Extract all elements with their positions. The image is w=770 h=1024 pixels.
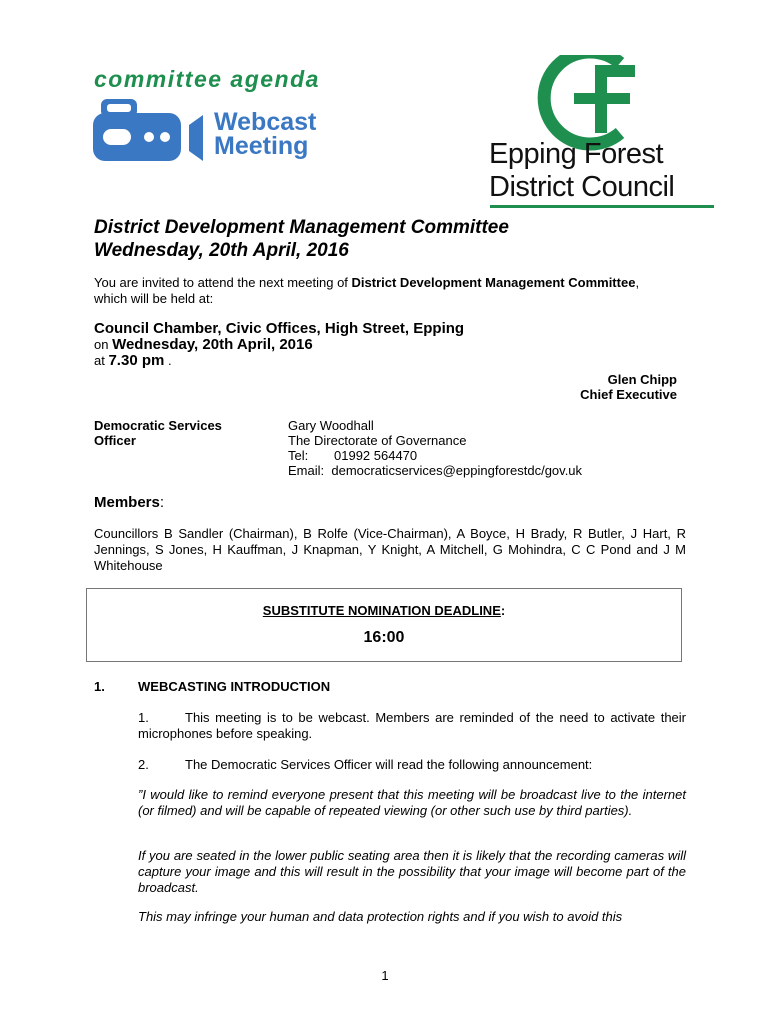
committee-agenda-title: committee agenda xyxy=(94,66,320,92)
signoff-name: Glen Chipp xyxy=(607,372,677,387)
paragraph-2-text: The Democratic Services Officer will read the following announcement: xyxy=(185,757,593,772)
agenda-item-title: WEBCASTING INTRODUCTION xyxy=(138,679,331,694)
deadline-time: 16:00 xyxy=(363,629,405,646)
officer-label-line1: Democratic Services xyxy=(94,418,222,433)
agenda-paragraph-1 xyxy=(138,710,686,742)
council-name xyxy=(489,138,674,204)
members-colon: : xyxy=(159,494,165,511)
venue-location: Council Chamber, Civic Offices, High Street, Epping xyxy=(94,320,465,337)
members-heading-text: Members xyxy=(94,494,160,511)
officer-details xyxy=(288,418,582,478)
paragraph-2-number: 2. xyxy=(138,757,149,772)
deadline-colon: : xyxy=(500,603,506,618)
time-suffix: . xyxy=(164,353,172,368)
announcement-quote-1: ”I would like to remind everyone present that this meeting will be broadcast live to the internet (or filmed) and will be capable of repeated viewing (or other such use by third parties). xyxy=(138,787,686,818)
officer-label-line2: Officer xyxy=(94,433,136,448)
council-name-line2: District Council xyxy=(489,171,675,203)
webcast-line1: Webcast xyxy=(214,108,317,136)
email-label: Email: xyxy=(288,463,325,478)
paragraph-1-number: 1. xyxy=(138,710,149,725)
officer-label xyxy=(94,418,254,448)
on-label: on xyxy=(94,337,113,352)
agenda-paragraph-2 xyxy=(138,757,686,773)
officer-email-line xyxy=(288,463,582,478)
invite-committee: District Development Management Committee xyxy=(351,275,636,290)
tel-label: Tel: xyxy=(288,448,309,463)
deadline-label-text: SUBSTITUTE NOMINATION DEADLINE xyxy=(262,603,501,618)
announcement-quote-3: This may infringe your human and data protection rights and if you wish to avoid this xyxy=(138,909,623,924)
paragraph-1-text: This meeting is to be webcast. Members are reminded of the need to activate their microphones before speaking. xyxy=(138,710,686,741)
webcast-line2: Meeting xyxy=(214,132,309,160)
substitute-deadline-box xyxy=(86,588,682,662)
at-label: at xyxy=(94,353,109,368)
page-number: 1 xyxy=(381,968,389,983)
deadline-label xyxy=(87,603,681,618)
invitation-text xyxy=(94,275,654,307)
members-heading xyxy=(94,494,164,512)
officer-tel: 01992 564470 xyxy=(334,448,418,463)
meeting-title-line1: District Development Management Committee xyxy=(94,217,509,238)
officer-email[interactable]: democraticservices@eppingforestdc/gov.uk xyxy=(331,463,583,478)
webcast-meeting-label xyxy=(214,110,316,158)
chief-executive-signoff xyxy=(580,372,677,402)
venue-time-line xyxy=(94,353,464,369)
invite-prefix: You are invited to attend the next meeting of xyxy=(94,275,352,290)
officer-tel-line xyxy=(288,448,582,463)
officer-name: Gary Woodhall xyxy=(288,418,374,433)
meeting-title-line2: Wednesday, 20th April, 2016 xyxy=(94,240,349,261)
council-logo-underline xyxy=(490,205,714,208)
members-list: Councillors B Sandler (Chairman), B Rolfe (Vice-Chairman), A Boyce, H Brady, R Butler, J Hart, R Jennings, S Jones, H Kauffman, J Knapman, Y Knight, A Mitchell, G Mohindra, C C Pond and J M Whitehouse xyxy=(94,526,686,573)
signoff-role: Chief Executive xyxy=(580,387,677,402)
venue-block xyxy=(94,321,464,369)
invite-suffix: , which will be held at: xyxy=(94,275,640,306)
venue-date: Wednesday, 20th April, 2016 xyxy=(112,336,313,353)
council-name-line1: Epping Forest xyxy=(489,138,664,170)
agenda-item-number: 1. xyxy=(94,679,105,694)
officer-dept: The Directorate of Governance xyxy=(288,433,467,448)
announcement-quote-2: If you are seated in the lower public seating area then it is likely that the recording cameras will capture your image and this will result in the possibility that your image will become part of the broadcast. xyxy=(138,848,686,895)
venue-date-line xyxy=(94,337,464,353)
venue-time: 7.30 pm xyxy=(108,352,165,369)
meeting-title xyxy=(94,216,509,262)
